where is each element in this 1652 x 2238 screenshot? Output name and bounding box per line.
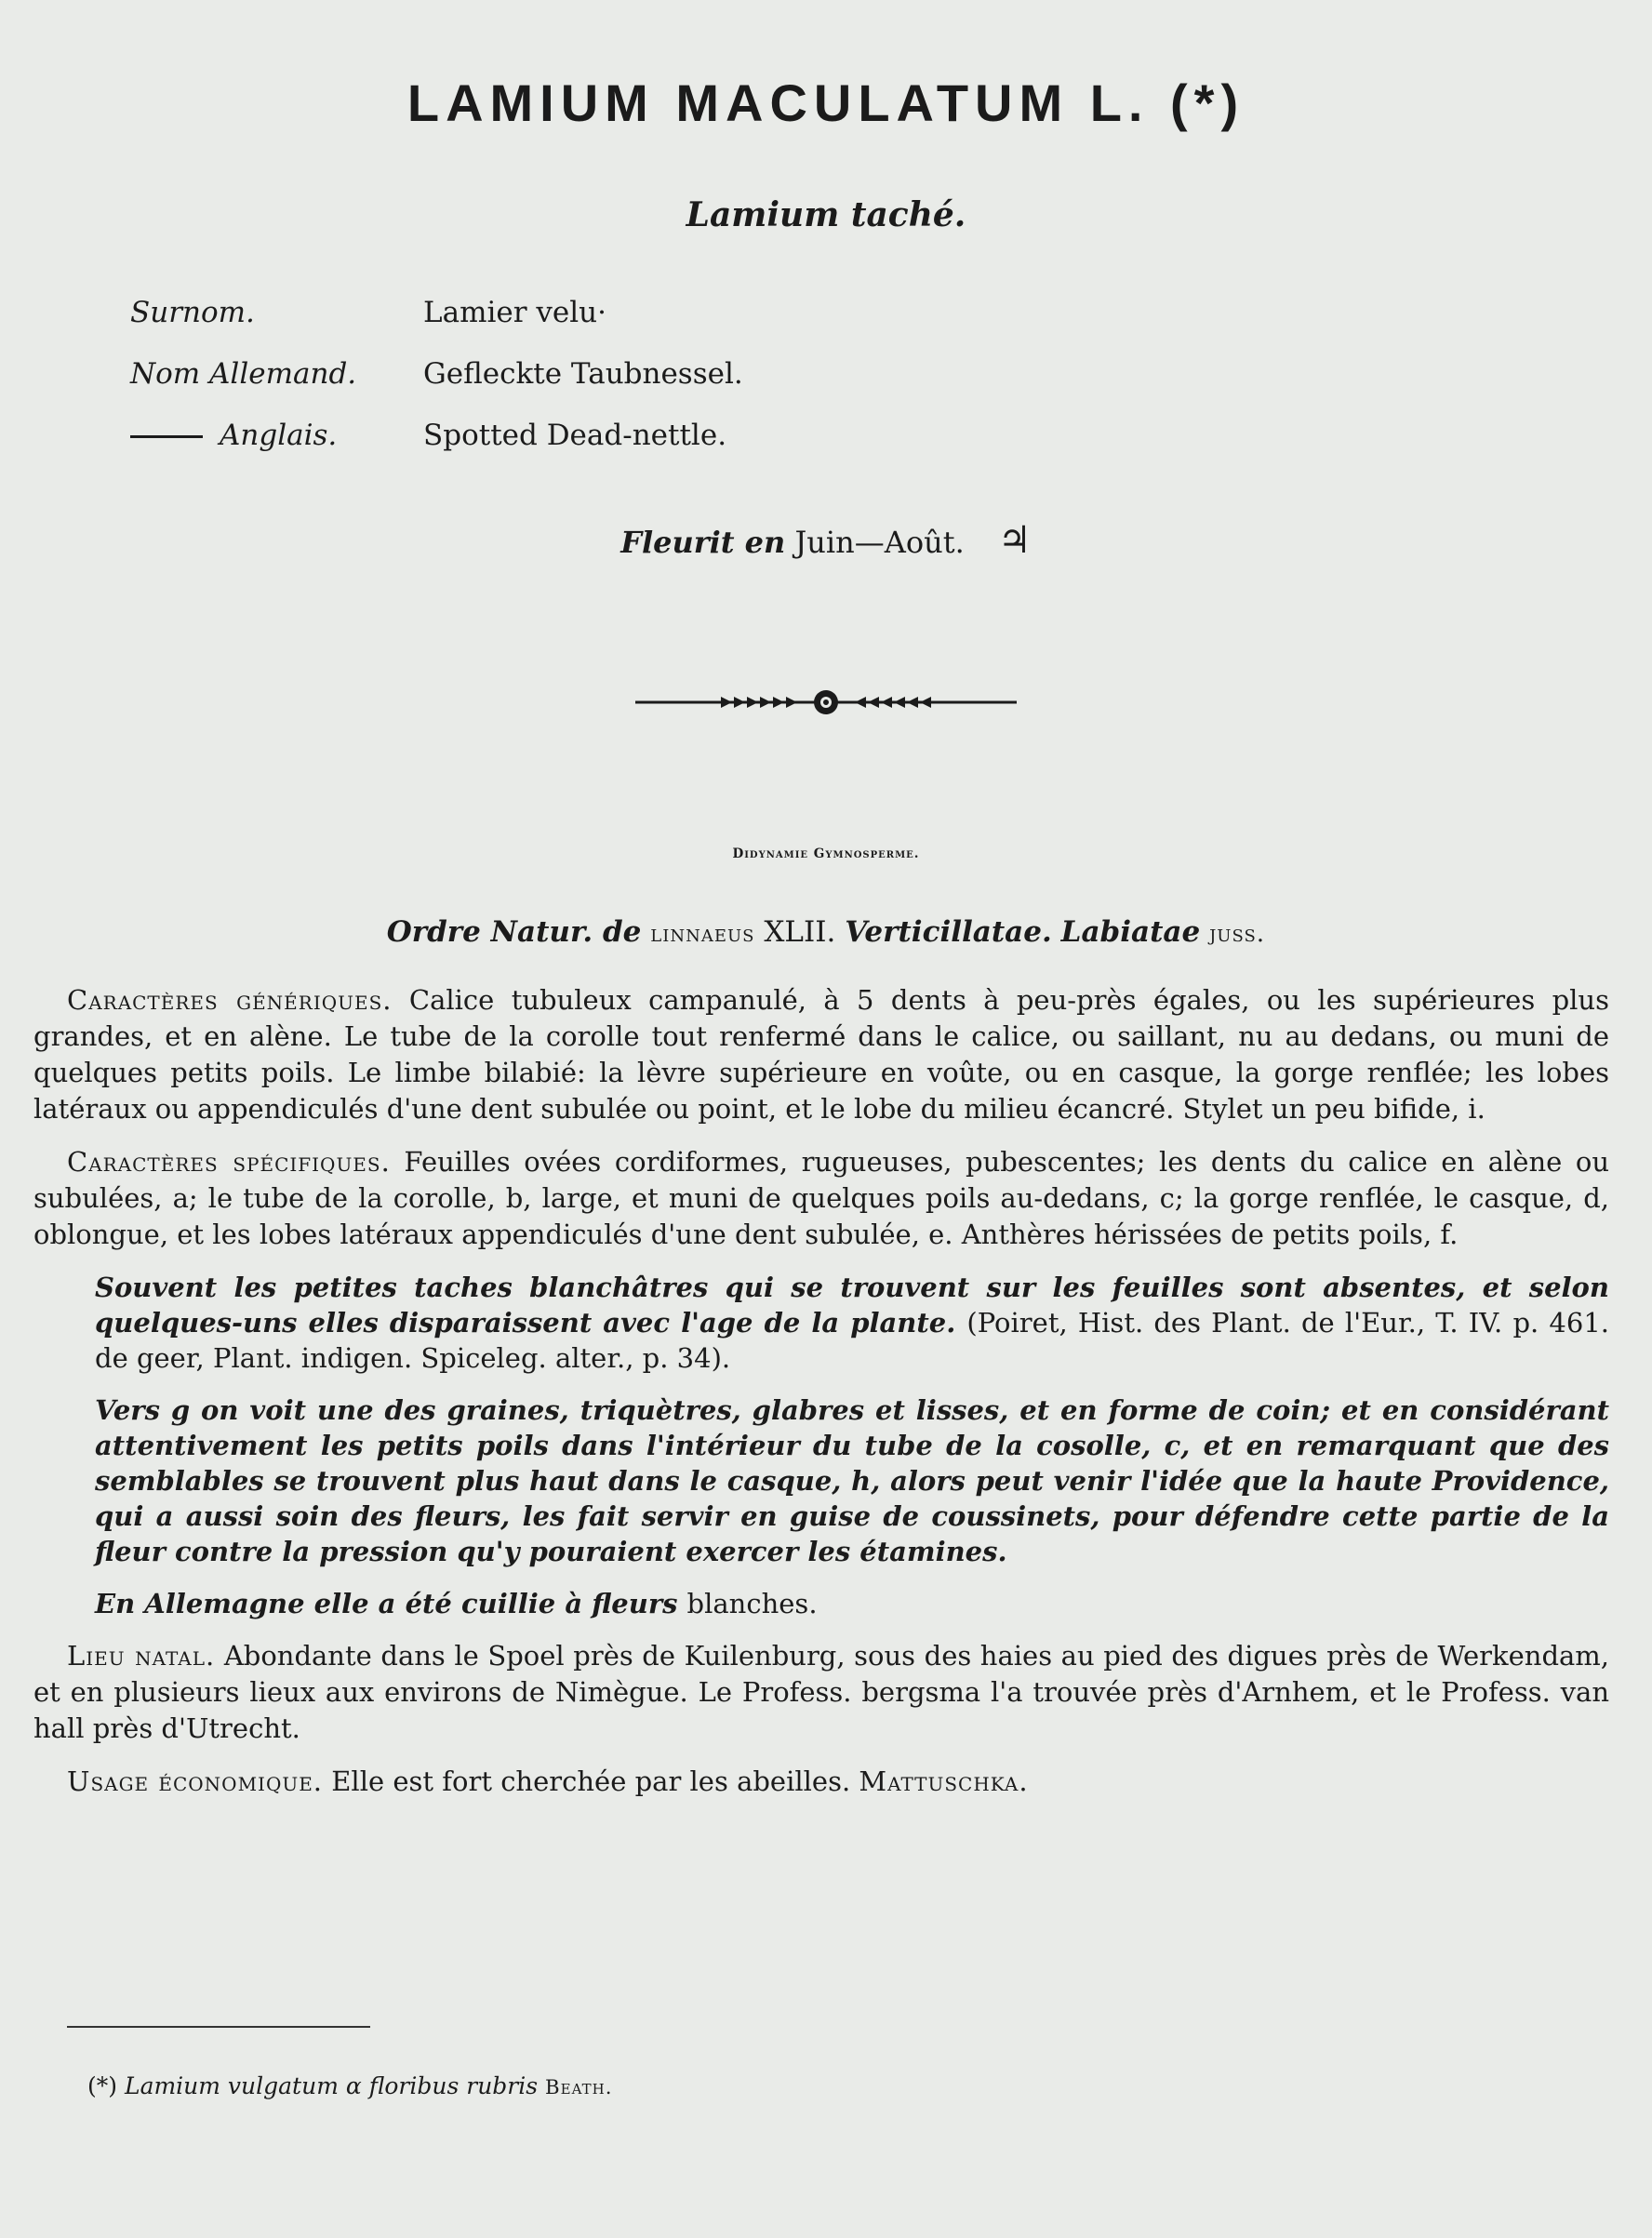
page-title: LAMIUM MACULATUM L. (*) [406, 73, 1246, 132]
name-value: Spotted Dead-nettle. [423, 419, 727, 452]
name-value: Gefleckte Taubnessel. [423, 357, 743, 391]
name-label-wrap [130, 419, 423, 452]
order-family2: Labiatae [1060, 915, 1201, 949]
name-label: Surnom. [130, 296, 255, 329]
order-prefix: Ordre Natur. de [386, 915, 642, 949]
linnaean-class: Didynamie Gymnosperme. [732, 846, 920, 861]
note-text: En Allemagne elle a été cuillie à fleurs [95, 1588, 678, 1619]
name-row-allemand [130, 357, 743, 419]
footnote-text: Lamium vulgatum α floribus rubris [124, 2072, 539, 2099]
section-text: Elle est fort cherchée par les abeilles. [331, 1765, 851, 1797]
ditto-dash [130, 435, 203, 438]
common-names [130, 296, 743, 480]
order-author: linnaeus [650, 920, 755, 948]
section-label: Caractères spécifiques. [67, 1146, 391, 1178]
specific-characters [33, 1144, 1609, 1253]
flowering-line [0, 519, 1652, 562]
ornament-divider [635, 686, 1017, 718]
name-row-surnom [130, 296, 743, 357]
perennial-symbol: ♃ [997, 519, 1032, 562]
name-value: Lamier velu· [423, 296, 606, 329]
footnote-author: Beath. [545, 2076, 613, 2099]
section-text: Feuilles ovées cordiformes, rugueuses, pubescentes; les dents du calice en alène ou subulées, a; le tube de la corolle, b, large, et muni de quelques poils au-dedans, c; la gorge renflée, le casque, d, oblongue, et les lobes latéraux appendiculés d'une dent subulée, e. Anthères hérissées de petits poils, f. [33, 1146, 1610, 1250]
usage-author: Mattuschka. [859, 1765, 1029, 1797]
note-reference: (Poiret, Hist. des Plant. de l'Eur., T. IV. p. 461. de geer, Plant. indigen. Spiceleg. alter., p. 34). [95, 1307, 1609, 1374]
note-white-flowers [95, 1586, 1609, 1621]
note-seeds: Vers g on voit une des graines, triquètres, glabres et lisses, et en forme de coin; et en considérant attentivement les petits poils dans l'intérieur du tube de la cosolle, c, et en remarquant que des semblables se trouvent plus haut dans le casque, h, alors peut venir l'idée que la haute Providence, qui a aussi soin des fleurs, les fait servir en guise de coussinets, pour défendre cette partie de la fleur contre la pression qu'y pouraient exercer les étamines. [95, 1394, 1609, 1567]
name-label: Nom Allemand. [130, 357, 357, 391]
section-label: Lieu natal. [67, 1640, 216, 1672]
order-family1: Verticillatae. [845, 915, 1052, 949]
section-label: Caractères génériques. [67, 984, 393, 1016]
order-number: XLII. [764, 915, 836, 949]
generic-characters [33, 982, 1609, 1127]
flowering-prefix: Fleurit en [620, 525, 786, 560]
footnote-rule [67, 2026, 370, 2028]
name-label: Anglais. [220, 419, 338, 452]
subtitle: Lamium taché. [686, 195, 966, 234]
description [33, 982, 1609, 1817]
section-text: Abondante dans le Spoel près de Kuilenburg, sous des haies au pied des digues près de Werkendam, et en plusieurs lieux aux environs de Nimègue. Le Profess. bergsma l'a trouvée près d'Arnhem, et le Profess. van hall près d'Utrecht. [33, 1640, 1610, 1744]
natural-order [0, 915, 1652, 949]
habitat [33, 1638, 1609, 1747]
section-text: Calice tubuleux campanulé, à 5 dents à peu-près égales, ou les supérieures plus grandes, et en alène. Le tube de la corolle tout renfermé dans le calice, ou saillant, nu au dedans, ou muni de quelques petits poils. Le limbe bilabié: la lèvre supérieure en voûte, ou en casque, la gorge renflée; les lobes latéraux ou appendiculés d'une dent subulée ou point, et le lobe du milieu écancré. Stylet un peu bifide, i. [33, 984, 1609, 1125]
footnote [87, 2072, 612, 2099]
order-author2: juss. [1209, 920, 1266, 948]
economic-use [33, 1764, 1609, 1800]
note-text: Souvent les petites taches blanchâtres qui se trouvent sur les feuilles sont absentes, et selon quelques-uns elles disparaissent avec l'age de la plante. [95, 1272, 1609, 1339]
section-label: Usage économique. [67, 1765, 324, 1797]
name-row-anglais [130, 419, 743, 480]
footnote-mark: (*) [87, 2072, 118, 2099]
note-text-plain: blanches. [686, 1588, 818, 1619]
note-spots [95, 1270, 1609, 1376]
flowering-months: Juin—Août. [794, 525, 965, 560]
